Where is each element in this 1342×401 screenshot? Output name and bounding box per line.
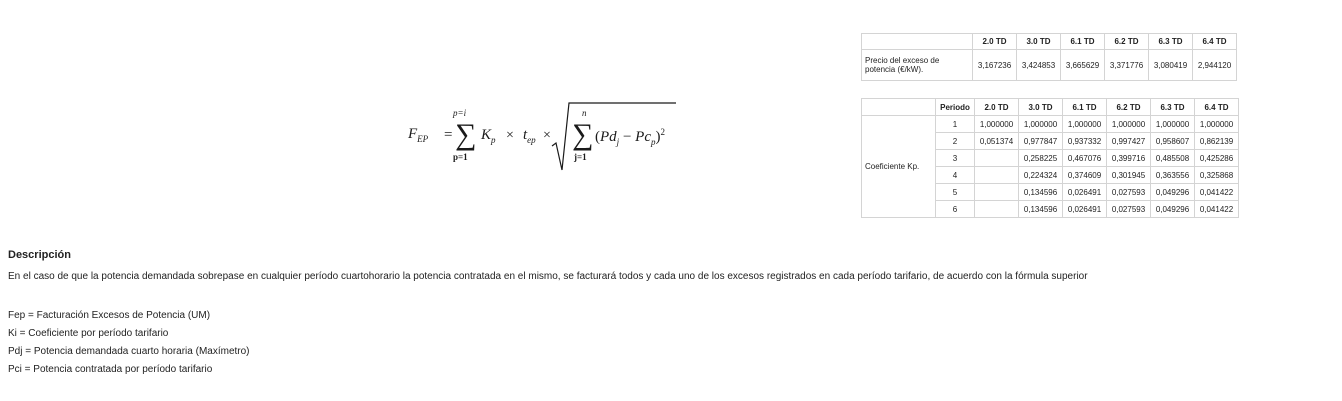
coef-cell: 0,027593 — [1107, 184, 1151, 201]
coef-cell: 0,977847 — [1019, 133, 1063, 150]
term-t-sub: ep — [527, 135, 536, 145]
definition-item: Ki = Coeficiente por período tarifario — [8, 328, 169, 339]
coef-header-cell: 6.3 TD — [1151, 99, 1195, 116]
coef-cell: 0,301945 — [1107, 167, 1151, 184]
coef-cell: 0,325868 — [1195, 167, 1239, 184]
inner-pd: Pd — [600, 129, 617, 145]
sum2-top-limit: n — [582, 108, 587, 118]
coef-cell: 0,485508 — [1151, 150, 1195, 167]
sum2-sigma: ∑ — [572, 118, 594, 151]
coef-cell: 0,041422 — [1195, 184, 1239, 201]
inner-pc: Pc — [635, 129, 651, 145]
price-header-row — [862, 34, 1237, 50]
sum2-bottom-limit: j=1 — [574, 152, 587, 162]
formula-lhs-sub: EP — [417, 134, 429, 144]
coef-cell: 0,134596 — [1019, 201, 1063, 218]
coef-row-label: Coeficiente Kp. — [862, 116, 936, 218]
coef-cell: 0,134596 — [1019, 184, 1063, 201]
coef-cell: 0,258225 — [1019, 150, 1063, 167]
price-header-empty — [862, 34, 973, 50]
sum1-bottom-limit: p=1 — [453, 152, 468, 162]
price-header-cell: 2.0 TD — [973, 34, 1017, 50]
inner-pd-sub: j — [616, 137, 620, 147]
formula-term-k — [481, 127, 496, 145]
coef-cell: 1,000000 — [1107, 116, 1151, 133]
coef-row — [862, 116, 1239, 133]
price-header-cell: 6.4 TD — [1193, 34, 1237, 50]
coef-cell: 0,027593 — [1107, 201, 1151, 218]
coef-cell: 0,958607 — [1151, 133, 1195, 150]
coef-cell: 0,997427 — [1107, 133, 1151, 150]
definition-item: Pci = Potencia contratada por período tarifario — [8, 364, 213, 375]
definitions-list — [8, 307, 250, 379]
sum1-top-limit: p=i — [453, 108, 467, 118]
coef-cell: 0,026491 — [1063, 201, 1107, 218]
description-body: En el caso de que la potencia demandada sobrepase en cualquier período cuartohorario la potencia contratada en el mismo, se facturará todos y cada uno de los excesos registrados en cada período tarifario, de acuerdo con la fórmula superior — [8, 271, 1088, 282]
price-row — [862, 50, 1237, 81]
price-row-label: Precio del exceso de potencia (€/kW). — [862, 50, 973, 81]
price-table — [861, 33, 1237, 81]
coef-period: 1 — [936, 116, 975, 133]
price-cell: 3,424853 — [1017, 50, 1061, 81]
price-cell: 2,944120 — [1193, 50, 1237, 81]
coef-cell: 0,049296 — [1151, 184, 1195, 201]
term-k-sub: p — [491, 135, 496, 145]
coef-cell — [975, 201, 1019, 218]
price-cell: 3,167236 — [973, 50, 1017, 81]
formula-inner — [595, 127, 665, 147]
formula-times-2: × — [543, 128, 551, 143]
coef-header-period: Periodo — [936, 99, 975, 116]
close-paren: ) — [655, 129, 661, 145]
coef-period: 6 — [936, 201, 975, 218]
formula-lhs — [408, 126, 428, 144]
coef-cell: 1,000000 — [1195, 116, 1239, 133]
price-cell: 3,080419 — [1149, 50, 1193, 81]
formula-equals: = — [444, 127, 453, 143]
coef-cell: 0,051374 — [975, 133, 1019, 150]
inner-pc-sub: p — [650, 137, 656, 147]
coef-cell: 1,000000 — [1151, 116, 1195, 133]
price-header-cell: 6.3 TD — [1149, 34, 1193, 50]
coef-cell: 0,937332 — [1063, 133, 1107, 150]
price-cell: 3,665629 — [1061, 50, 1105, 81]
price-cell: 3,371776 — [1105, 50, 1149, 81]
definition-item: Fep = Facturación Excesos de Potencia (UM) — [8, 310, 211, 321]
coef-header-cell: 6.2 TD — [1107, 99, 1151, 116]
price-header-cell: 6.1 TD — [1061, 34, 1105, 50]
coef-header-cell: 6.4 TD — [1195, 99, 1239, 116]
coef-cell: 0,374609 — [1063, 167, 1107, 184]
definition-item: Pdj = Potencia demandada cuarto horaria (Maxímetro) — [8, 346, 250, 357]
coef-period: 2 — [936, 133, 975, 150]
coef-cell: 1,000000 — [975, 116, 1019, 133]
coef-cell: 0,224324 — [1019, 167, 1063, 184]
term-t-symbol: t — [523, 127, 528, 143]
coefficient-table — [861, 98, 1239, 218]
open-paren: ( — [595, 129, 600, 145]
coef-period: 5 — [936, 184, 975, 201]
formula-term-t — [523, 127, 536, 145]
coef-header-cell: 2.0 TD — [975, 99, 1019, 116]
coef-cell — [975, 184, 1019, 201]
description-title: Descripción — [8, 249, 71, 261]
coef-cell: 1,000000 — [1019, 116, 1063, 133]
coef-cell: 0,026491 — [1063, 184, 1107, 201]
coef-period: 4 — [936, 167, 975, 184]
coef-cell: 0,049296 — [1151, 201, 1195, 218]
coef-header-empty — [862, 99, 936, 116]
term-k-symbol: K — [481, 127, 492, 143]
coef-header-cell: 6.1 TD — [1063, 99, 1107, 116]
coef-cell — [975, 167, 1019, 184]
formula-lhs-symbol: F — [408, 126, 418, 142]
sum1-sigma: ∑ — [455, 118, 477, 151]
coef-cell: 0,862139 — [1195, 133, 1239, 150]
coef-cell: 1,000000 — [1063, 116, 1107, 133]
coef-cell — [975, 150, 1019, 167]
minus-sign: − — [619, 129, 636, 145]
coef-cell: 0,425286 — [1195, 150, 1239, 167]
coef-cell: 0,041422 — [1195, 201, 1239, 218]
coef-header-cell: 3.0 TD — [1019, 99, 1063, 116]
formula — [408, 100, 678, 176]
coef-period: 3 — [936, 150, 975, 167]
price-header-cell: 6.2 TD — [1105, 34, 1149, 50]
price-header-cell: 3.0 TD — [1017, 34, 1061, 50]
exponent: 2 — [660, 127, 665, 137]
coef-cell: 0,399716 — [1107, 150, 1151, 167]
coef-cell: 0,467076 — [1063, 150, 1107, 167]
formula-times-1: × — [506, 128, 514, 143]
coef-header-row — [862, 99, 1239, 116]
coef-cell: 0,363556 — [1151, 167, 1195, 184]
